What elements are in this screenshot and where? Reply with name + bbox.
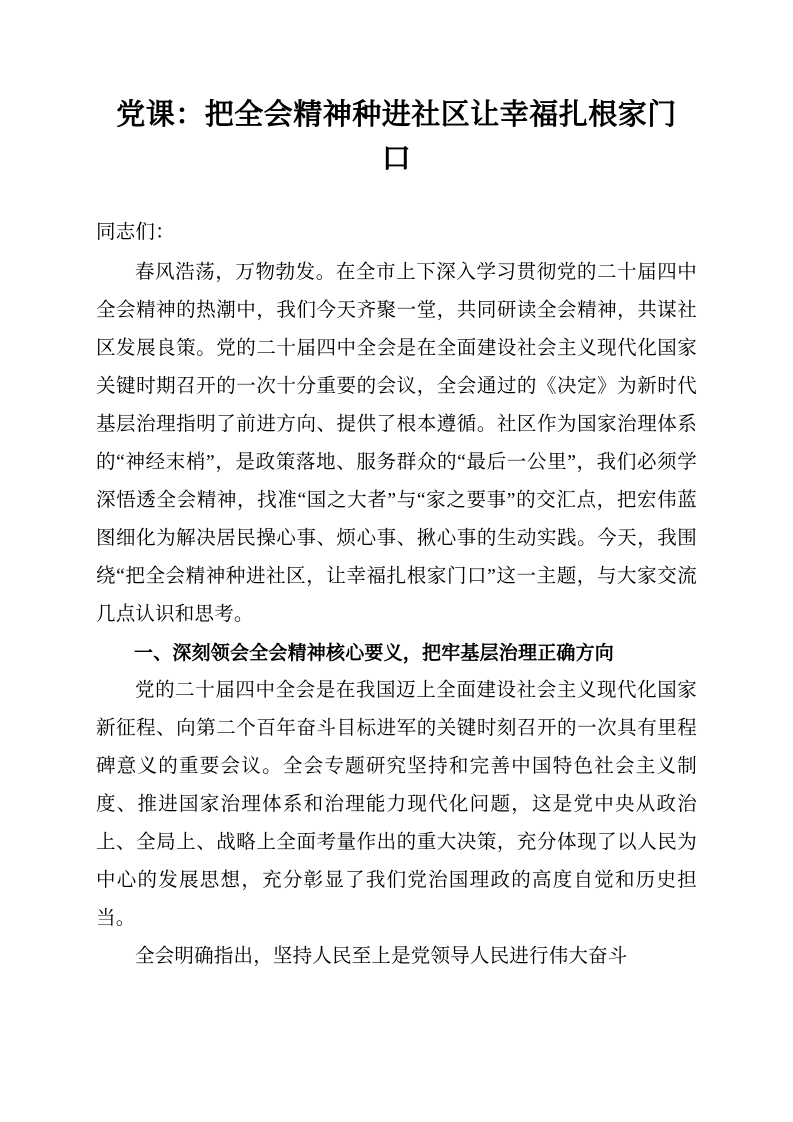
section-heading-1: 一、深刻领会全会精神核心要义，把牢基层治理正确方向 (134, 642, 615, 664)
salutation: 同志们： (96, 222, 175, 243)
paragraph-1: 春风浩荡，万物勃发。在全市上下深入学习贯彻党的二十届四中全会精神的热潮中，我们今天齐聚一堂，共同研读全会精神，共谋社区发展良策。党的二十届四中全会是在全面建设社会主义现代化国家关键时期召开的一次十分重要的会议，全会通过的《决定》为新时代基层治理指明了前进方向、提供了根本遵循。社区作为国家治理体系的“神经末梢”，是政策落地、服务群众的“最后一公里”，我们必须学深悟透全会精神，找准“国之大者”与“家之要事”的交汇点，把宏伟蓝图细化为解决居民操心事、烦心事、揪心事的生动实践。今天，我围绕“把全会精神种进社区，让幸福扎根家门口”这一主题，与大家交流几点认识和思考。 (96, 262, 697, 625)
paragraph-2: 党的二十届四中全会是在我国迈上全面建设社会主义现代化国家新征程、向第二个百年奋斗目标进军的关键时刻召开的一次具有里程碑意义的重要会议。全会专题研究坚持和完善中国特色社会主义制度、推进国家治理体系和治理能力现代化问题，这是党中央从政治上、全局上、战略上全面考量作出的重大决策，充分体现了以人民为中心的发展思想，充分彰显了我们党治国理政的高度自觉和历史担当。 (96, 680, 697, 929)
paragraph-3: 全会明确指出，坚持人民至上是党领导人民进行伟大奋斗 (135, 946, 628, 967)
page-title: 党课：把全会精神种进社区让幸福扎根家门口 (116, 97, 677, 175)
